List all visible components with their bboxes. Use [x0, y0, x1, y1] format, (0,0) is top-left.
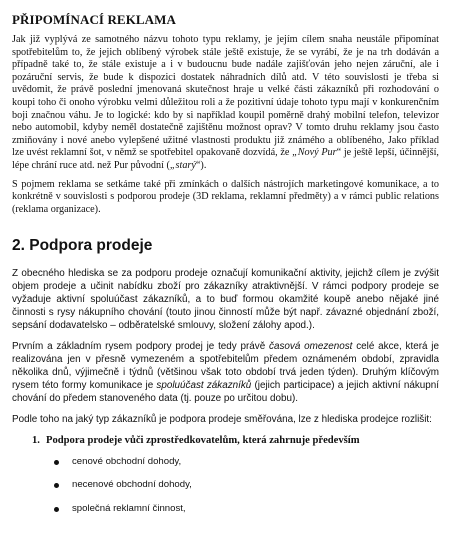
bullet-item: cenové obchodní dohody,: [72, 454, 439, 470]
paragraph-reminder-advertising: [12, 34, 439, 173]
italic-text: spoluúčast zákazníků: [156, 380, 252, 392]
paragraph-sales-promotion-features: [12, 340, 439, 405]
paragraph-customer-types: Podle toho na jaký typ zákazníků je podpora prodeje směřována, lze z hlediska prodejce rozlišit:: [12, 414, 432, 426]
italic-text: časová omezenost: [269, 341, 353, 353]
text-run: Prvním a základním rysem podpory prodej je tedy právě: [12, 341, 270, 353]
text-run: Jak již vyplývá ze samotného názvu tohoto typu reklamy, je jejím cílem snaha neustále připomínat spotřebitelům to, že jejich oblíbený výrobek stále ještě existuje, že se vyrábí, že je na trh dodáván a případně také to, že stále existuje a i v budoucnu bude nadále zajišťován jeho nejen záruční, ale i pozáruční servis, že bude k dispozici dostatek náhradních dílů atd. V této souvislosti je třeba si uvědomit, že právě poslední jmenovaná skutečnost hraje u velké části zákazníků při rozhodování o koupi toho či onoho výrobku velmi důležitou roli a že pozitivní údaje tohoto typu mají v konkurenčním boji značnou váhu. Je to logické: kdo by si například koupil poměrně drahý mobilní telefon, televizor nebo automobil, kdyby neměl dostatečně zajištěnu možnost oprav? V tomto druhu reklamy jsou často zmiňovány i nové anebo vylepšené užitné vlastnosti produktu již známého a oblíbeného, Jako příklad lze uvést reklamní šot, v němž se spotřebitel opakovaně dozvídá, že: [12, 34, 439, 159]
text-run: “ je ještě lepší, účinnější, lépe chrání ruce atd. než Pur původní (: [12, 147, 439, 171]
list-number: 1.: [32, 435, 40, 447]
text-run: “).: [195, 159, 207, 171]
numbered-list-item: [32, 435, 439, 446]
bullet-item: společná reklamní činnost,: [72, 501, 439, 517]
italic-text: „starý: [169, 159, 196, 171]
paragraph-sales-promotion-definition: Z obecného hlediska se za podporu prodeje označují komunikační aktivity, jejichž cílem je zvýšit objem prodeje a učinit nabídku zboží pro zákazníky atraktivnější. V rámci podpory prodeje se vyžaduje aktivní spoluúčast zákazníků, a to buď formou okamžité koupě anebo nějaké jiné činnosti s rysy nákupního chování (touto jinou činností může být např. závazné objednání zboží, sepsání dodavatelsko – odběratelské smlouvy, složení zálohy apod.).: [12, 268, 439, 332]
section-heading-reminder-advertising: PŘIPOMÍNACÍ REKLAMA: [12, 12, 177, 27]
bullet-list: [12, 454, 439, 517]
bullet-item: necenové obchodní dohody,: [72, 477, 439, 493]
list-item-text: Podpora prodeje vůči zprostředkovatelům, která zahrnuje především: [46, 435, 360, 447]
text-run: (jejich participace) a jejich aktivní nákupní chování do předem stanoveného data (tj. pouze po určitou dobu).: [12, 380, 439, 405]
text-run: celé akce, která je realizována jen v přesně vymezeném a spotřebitelům předem oznámeném období, zpravidla několika dnů, výjimečně i týdnů (většinou však toto období trvá jeden týden). Druhým klíčovým rysem této formy komunikace je: [12, 341, 439, 392]
paragraph-marketing-communication: S pojmem reklama se setkáme také při zmínkách o dalších nástrojích marketingové komunikace, a to konkrétně v souvislosti s podporou prodeje (3D reklama, reklamní předměty) a v rámci public relations (reklama organizace).: [12, 178, 439, 215]
section-heading-sales-promotion: 2. Podpora prodeje: [12, 237, 153, 255]
italic-text: „Nový Pur: [292, 147, 337, 159]
